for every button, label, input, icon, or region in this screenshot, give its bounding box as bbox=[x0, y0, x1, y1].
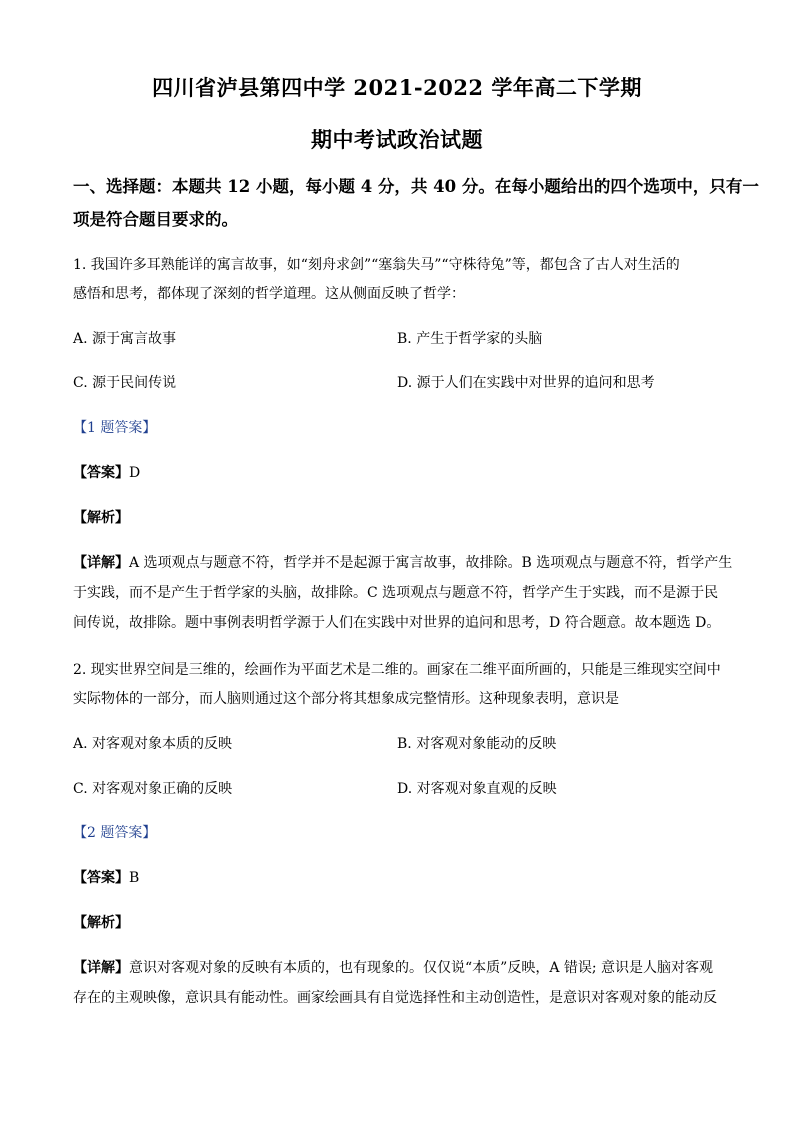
q1-detail-label: 【详解】 bbox=[73, 555, 129, 571]
q2-option-d: D. 对客观对象直观的反映 bbox=[397, 781, 557, 797]
q1-answer-value: D bbox=[129, 465, 141, 481]
section-heading-line1: 一、选择题：本题共 12 小题，每小题 4 分，共 40 分。在每小题给出的四个选项中，只有一 bbox=[73, 177, 759, 196]
q2-option-c: C. 对客观对象正确的反映 bbox=[73, 781, 233, 797]
q1-answer-tag: 【1 题答案】 bbox=[73, 420, 157, 436]
q2-detail-line2: 存在的主观映像，意识具有能动性。画家绘画具有自觉选择性和主动创造性，是意识对客观对象的能动反 bbox=[73, 990, 717, 1006]
q1-stem-line2: 感悟和思考，都体现了深刻的哲学道理。这从侧面反映了哲学： bbox=[73, 286, 465, 302]
q2-stem-line2: 实际物体的一部分，而人脑则通过这个部分将其想象成完整情形。这种现象表明，意识是 bbox=[73, 691, 619, 707]
page-subtitle: 期中考试政治试题 bbox=[311, 127, 483, 152]
q1-analysis-label: 【解析】 bbox=[73, 510, 129, 526]
q2-detail-text1: 意识对客观对象的反映有本质的，也有现象的。仅仅说“本质”反映，A 错误; 意识是人脑对客观 bbox=[129, 960, 714, 976]
q2-option-b: B. 对客观对象能动的反映 bbox=[397, 736, 557, 752]
q1-answer-label: 【答案】 bbox=[73, 465, 129, 481]
q1-detail-line2: 于实践，而不是产生于哲学家的头脑，故排除。C 选项观点与题意不符，哲学产生于实践，而不是源于民 bbox=[73, 585, 719, 601]
q2-detail-label: 【详解】 bbox=[73, 960, 129, 976]
q1-option-b: B. 产生于哲学家的头脑 bbox=[397, 331, 543, 347]
q1-option-c: C. 源于民间传说 bbox=[73, 375, 177, 391]
q2-answer-tag: 【2 题答案】 bbox=[73, 825, 157, 841]
q2-answer-label: 【答案】 bbox=[73, 870, 129, 886]
q1-detail-line3: 间传说，故排除。题中事例表明哲学源于人们在实践中对世界的追问和思考，D 符合题意。故本题选 D。 bbox=[73, 615, 721, 631]
q1-option-d: D. 源于人们在实践中对世界的追问和思考 bbox=[397, 375, 655, 391]
q2-detail-line1 bbox=[73, 958, 723, 978]
q2-analysis-label: 【解析】 bbox=[73, 915, 129, 931]
q1-detail-text1: A 选项观点与题意不符，哲学并不是起源于寓言故事，故排除。B 选项观点与题意不符，哲学产生 bbox=[129, 555, 733, 571]
q2-stem-line1: 2. 现实世界空间是三维的，绘画作为平面艺术是二维的。画家在二维平面所画的，只能是三维现实空间中 bbox=[73, 662, 721, 678]
page-title: 四川省泸县第四中学 2021-2022 学年高二下学期 bbox=[152, 75, 642, 100]
q1-detail-line1 bbox=[73, 553, 733, 573]
q1-stem-line1: 1. 我国许多耳熟能详的寓言故事，如“刻舟求剑”“塞翁失马”“守株待兔”等，都包含了古人对生活的 bbox=[73, 257, 680, 273]
section-heading-line2: 项是符合题目要求的。 bbox=[73, 210, 238, 229]
q1-option-a: A. 源于寓言故事 bbox=[73, 331, 177, 347]
q2-answer-row bbox=[73, 868, 723, 888]
q1-answer-row bbox=[73, 463, 723, 483]
q2-option-a: A. 对客观对象本质的反映 bbox=[73, 736, 233, 752]
q2-answer-value: B bbox=[129, 870, 140, 886]
